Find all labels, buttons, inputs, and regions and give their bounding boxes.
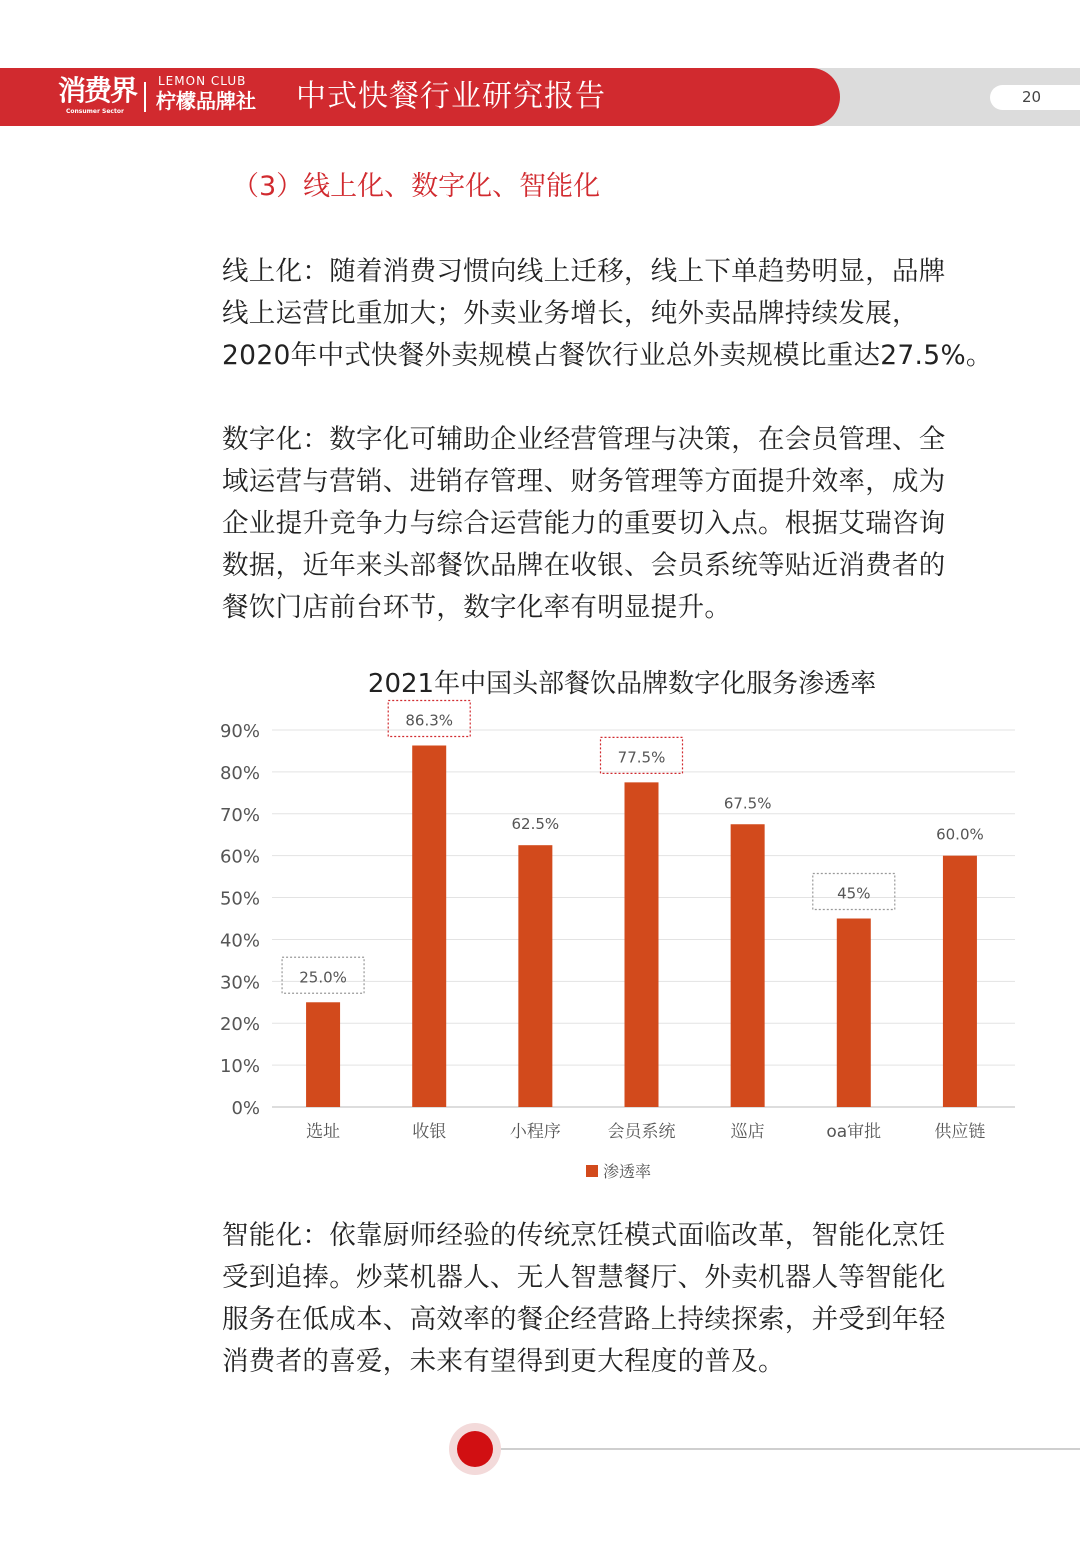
data-label: 25.0% (299, 968, 347, 987)
x-tick-label: 供应链 (934, 1122, 986, 1142)
text-line: 线上化：随着消费习惯向线上迁移，线上下单趋势明显，品牌 (222, 256, 946, 287)
data-label: 77.5% (617, 748, 666, 767)
data-label: 60.0% (936, 825, 984, 844)
page-number: 20 (1022, 88, 1042, 106)
lemon-club-logo-cn: 柠檬品牌社 (156, 89, 256, 113)
paragraph-online (222, 251, 1002, 377)
data-label: 67.5% (723, 794, 772, 813)
section-title: （3）线上化、数字化、智能化 (232, 171, 601, 202)
text-line: 数据，近年来头部餐饮品牌在收银、会员系统等贴近消费者的 (222, 550, 946, 581)
legend-label: 渗透率 (603, 1162, 652, 1181)
text-line: 2020年中式快餐外卖规模占餐饮行业总外卖规模比重达27.5%。 (222, 340, 993, 371)
x-tick-label: 会员系统 (607, 1122, 676, 1142)
y-tick-label: 60% (219, 846, 260, 868)
bar (518, 845, 552, 1107)
text-line: 数字化：数字化可辅助企业经营管理与决策，在会员管理、全 (222, 424, 946, 455)
bar (837, 919, 871, 1108)
x-tick-label: 巡店 (730, 1122, 765, 1142)
y-tick-label: 40% (219, 930, 260, 952)
x-tick-label: oa审批 (826, 1122, 882, 1142)
text-line: 消费者的喜爱，未来有望得到更大程度的普及。 (222, 1346, 785, 1377)
footer-dot (457, 1431, 493, 1467)
y-tick-label: 30% (219, 972, 260, 994)
x-tick-label: 选址 (306, 1122, 341, 1142)
bar (306, 1002, 340, 1107)
text-line: 域运营与营销、进销存管理、财务管理等方面提升效率，成为 (222, 466, 946, 497)
footer-line (495, 1448, 1080, 1450)
text-line: 餐饮门店前台环节，数字化率有明显提升。 (222, 592, 732, 623)
chart-title: 2021年中国头部餐饮品牌数字化服务渗透率 (367, 669, 877, 699)
x-tick-label: 收银 (412, 1122, 447, 1142)
report-title: 中式快餐行业研究报告 (296, 79, 606, 114)
text-line: 企业提升竞争力与综合运营能力的重要切入点。根据艾瑞咨询 (222, 508, 946, 539)
paragraph-intelligent (222, 1215, 1002, 1383)
y-tick-label: 70% (219, 804, 260, 826)
bar (731, 824, 765, 1107)
data-label: 86.3% (405, 711, 454, 730)
bar (625, 782, 659, 1107)
y-tick-label: 20% (219, 1014, 260, 1036)
logo-subtext: Consumer Sector (66, 108, 124, 115)
logo-divider (144, 82, 146, 112)
paragraph-digital (222, 419, 1002, 629)
bar (412, 745, 446, 1107)
bar (943, 856, 977, 1107)
y-tick-label: 50% (219, 888, 260, 910)
data-label: 62.5% (511, 815, 560, 834)
y-tick-label: 0% (231, 1098, 260, 1119)
legend-swatch (586, 1165, 598, 1177)
lemon-club-logo-en: LEMON CLUB (158, 74, 247, 88)
x-tick-label: 小程序 (509, 1122, 561, 1142)
y-tick-label: 80% (219, 762, 260, 784)
text-line: 受到追捧。炒菜机器人、无人智慧餐厅、外卖机器人等智能化 (222, 1262, 946, 1293)
y-tick-label: 90% (219, 721, 260, 742)
text-line: 服务在低成本、高效率的餐企经营路上持续探索，并受到年轻 (222, 1304, 946, 1335)
y-tick-label: 10% (219, 1056, 260, 1078)
text-line: 线上运营比重加大；外卖业务增长，纯外卖品牌持续发展， (222, 298, 919, 329)
text-line: 智能化：依靠厨师经验的传统烹饪模式面临改革，智能化烹饪 (222, 1220, 946, 1251)
data-label: 45% (837, 884, 871, 903)
consumer-sector-logo: 消费界 (58, 74, 137, 107)
penetration-bar-chart (0, 650, 1080, 1190)
